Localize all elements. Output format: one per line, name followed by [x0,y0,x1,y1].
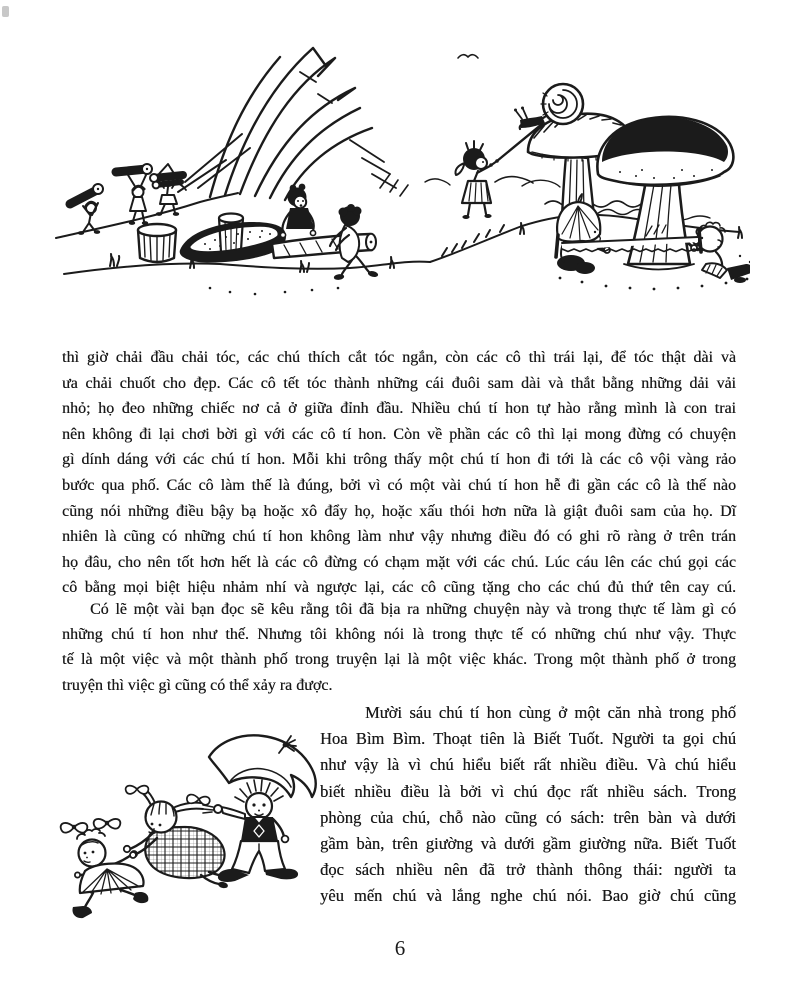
log-carrier-figure [70,184,103,235]
text-line: tế là một việc và một thành phố trong truyện lại là một việc khác. Trong một thành phố ở trong [62,651,736,669]
text-line: bước qua phố. Các cô làm thế là đúng, bởi vì có một vài chú tí hon hễ đi gần các cô là thế nào [62,476,736,494]
scan-artifact [2,6,9,17]
text-line: gì dính dáng với các chú tí hon. Mỗi khi trông thấy một chú tí hon đi tới là các cô vội vàng rảo [62,451,736,469]
bird-icon [458,55,478,58]
paragraph-3 [320,700,736,910]
stump [138,224,176,262]
text-line: cô bằng mọi biệt hiệu nhảm nhí và ngược lại, các cô cũng tặng cho các chú đủ thứ tên cay cú. [62,579,736,597]
trough [180,214,286,263]
text-line: cũng nói những điều bậy bạ hoặc xô đẩy họ, hoặc xấu thói hơn nữa là giật đuôi sam của họ. Dĩ [62,502,736,520]
running-girl [61,819,149,918]
text-line: thì giờ chải đầu chải tóc, các chú thích cắt tóc ngắn, còn các cô thì trái lại, để tóc thật dài và [62,349,736,366]
log-carrier-figure [116,164,152,225]
text-line: họ đâu, cho nên tốt hơn hết là các cô đừng có chạm mặt với các chú. Lúc cáu lên các chú gọi các [62,553,736,571]
text-line: gầm bàn, trên giường và dưới gầm giường nữa. Biết Tuốt [320,834,736,854]
text-line: biết nhiều điều là bởi vì chú đọc rất nhiều sách. Trong [320,781,736,801]
top-illustration [50,12,750,300]
text-line: truyện thì việc gì cũng có thể xảy ra được. [62,676,333,694]
text-line: nhỏ; họ đeo những chiếc nơ cả ở giữa đỉnh đầu. Nhiều chú tí hon tự hào rằng mình là con trai [62,400,736,418]
text-line: Có lẽ một vài bạn đọc sẽ kêu rằng tôi đã bịa ra những chuyện này và trong thực tế làm gì có [90,601,736,618]
text-line: phòng của chú, chỗ nào cũng có sách: trên bàn và dưới [320,807,736,827]
text-line: như vậy là vì chú hiểu biết rất nhiều điều. Và chú hiểu [320,755,736,775]
page-number: 6 [394,936,406,960]
rolling-girl [280,184,315,238]
text-line: Hoa Bìm Bìm. Thoạt tiên là Biết Tuốt. Người ta gọi chú [320,729,736,749]
text-line: nhiên là cũng có những chú tí hon không làm như vậy nhưng điều đó có ghi rõ ràng ở trên trán [62,528,736,546]
text-line: những chú tí hon như thế. Nhưng tôi không nói là trong thực tế có những chú như vậy. Thực [62,626,736,644]
paragraph-2 [62,597,736,698]
snail-poker-mite [455,124,542,219]
text-line: nên không đi lại chơi bời gì với các cô tí hon. Còn về phần các cô thì lại mong đừng có chuyện [62,425,736,443]
text-line: yêu mến chú và lắng nghe chú nói. Bao giờ chú cũng [320,886,736,906]
text-line: Mười sáu chú tí hon cùng ở một căn nhà trong phố [365,703,736,722]
sawyer-left [557,194,610,274]
text-line: đọc sách nhiều nên đã trở thành thông thái: người ta [320,860,736,880]
tall-grass [178,48,408,200]
paragraph-1 [62,345,736,601]
text-line: ưa chải chuốt cho đẹp. Các cô tết tóc thành những cái đuôi sam dài và thắt bằng những dải vải [62,374,736,392]
rolled-log [272,234,376,258]
bottom-left-illustration [33,723,335,935]
